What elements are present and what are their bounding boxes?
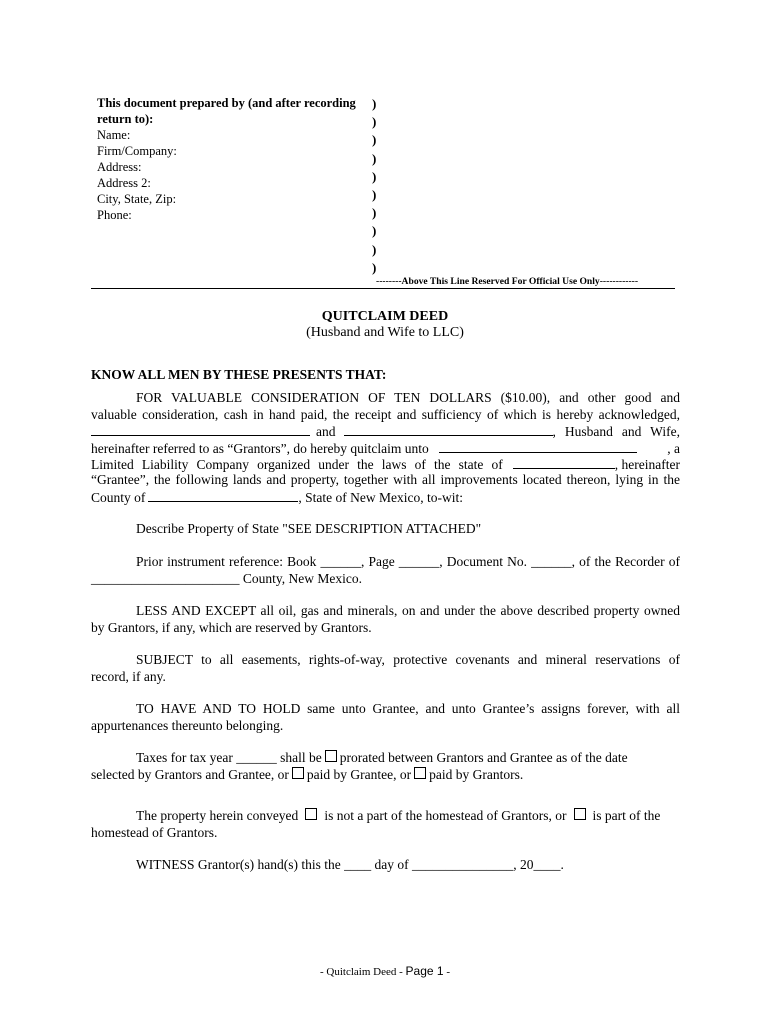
paren-column <box>372 95 384 277</box>
field-address: Address: <box>97 160 142 174</box>
homestead-line2: homestead of Grantors. <box>91 825 218 840</box>
husband-wife-text: , Husband and Wife, <box>552 424 680 439</box>
footer-left: - Quitclaim Deed - <box>320 966 406 978</box>
field-firm: Firm/Company: <box>97 144 177 158</box>
subject-line2: record, if any. <box>91 669 166 684</box>
grantee-row <box>91 440 680 457</box>
county-post-text: , State of New Mexico, to-wit: <box>298 490 463 505</box>
prorated-checkbox[interactable] <box>325 750 337 762</box>
paren: ) <box>372 259 377 275</box>
subject-line1: SUBJECT to all easements, rights-of-way, protective covenants and mineral reservations of <box>136 652 680 667</box>
grantee-line: “Grantee”, the following lands and property, together with all improvements located thereon, lying in the <box>91 472 680 487</box>
county-of-text: County of <box>91 490 146 505</box>
less-except-line1: LESS AND EXCEPT all oil, gas and minerals, on and under the above described property owned <box>136 603 680 618</box>
taxes-text-c: selected by Grantors and Grantee, or <box>91 767 289 782</box>
paren: ) <box>372 205 377 221</box>
grantor-names-row <box>91 423 680 440</box>
field-city-state-zip: City, State, Zip: <box>97 192 177 206</box>
taxes-row2 <box>91 767 680 783</box>
habendum-line2: appurtenances thereunto belonging. <box>91 718 284 733</box>
taxes-row1 <box>91 750 680 766</box>
county-blank[interactable] <box>148 489 298 502</box>
reserved-line-text: --------Above This Line Reserved For Official Use Only------------ <box>376 276 639 287</box>
paren: ) <box>372 223 377 239</box>
grantor1-blank[interactable] <box>91 423 310 436</box>
llc-text: Limited Liability Company organized under the laws of the state of <box>91 457 503 472</box>
prior-instrument-line1: Prior instrument reference: Book ______, Page ______, Document No. ______, of the Recorder of <box>136 554 680 569</box>
page-footer <box>0 964 770 978</box>
prepared-by-line1: This document prepared by (and after recording <box>97 96 356 110</box>
grantee-blank[interactable] <box>439 440 637 453</box>
county-row <box>91 489 680 506</box>
document-subtitle: (Husband and Wife to LLC) <box>306 325 464 340</box>
llc-row <box>91 456 680 473</box>
footer-right: - <box>443 966 450 978</box>
document-title: QUITCLAIM DEED <box>321 309 449 324</box>
paid-by-grantee-checkbox[interactable] <box>292 767 304 779</box>
paren: ) <box>372 241 377 257</box>
hereinafter-text: , hereinafter <box>614 457 680 472</box>
taxes-text-b: prorated between Grantors and Grantee as of the date <box>339 750 628 765</box>
paren: ) <box>372 114 377 130</box>
header-divider <box>91 288 675 289</box>
preparer-block <box>97 95 372 223</box>
homestead-text-b: is not a part of the homestead of Grantors, or <box>324 808 567 823</box>
taxes-text-d: paid by Grantee, or <box>306 767 412 782</box>
consideration-line2: valuable consideration, cash in hand paid, the receipt and sufficiency of which is hereby acknowledged, <box>91 407 680 422</box>
quitclaim-text: hereinafter referred to as “Grantors”, do hereby quitclaim unto <box>91 441 429 456</box>
consideration-line1: FOR VALUABLE CONSIDERATION OF TEN DOLLARS ($10.00), and other good and <box>136 390 680 405</box>
paren: ) <box>372 132 377 148</box>
is-homestead-checkbox[interactable] <box>574 808 586 820</box>
and-text: and <box>316 424 336 439</box>
paren: ) <box>372 168 377 184</box>
taxes-text-e: paid by Grantors. <box>429 767 524 782</box>
homestead-text-c: is part of the <box>592 808 661 823</box>
field-phone: Phone: <box>97 208 132 222</box>
paren: ) <box>372 187 377 203</box>
state-blank[interactable] <box>513 456 615 469</box>
taxes-text-a: Taxes for tax year ______ shall be <box>136 750 322 765</box>
witness-line: WITNESS Grantor(s) hand(s) this the ____ day of _______________, 20____. <box>136 857 564 872</box>
know-all-heading: KNOW ALL MEN BY THESE PRESENTS THAT: <box>91 367 387 382</box>
homestead-row1 <box>91 808 680 824</box>
prior-instrument-line2: ______________________ County, New Mexico. <box>91 571 362 586</box>
prepared-by-line2: return to): <box>97 112 154 126</box>
less-except-line2: by Grantors, if any, which are reserved by Grantors. <box>91 620 372 635</box>
paren: ) <box>372 96 377 111</box>
field-address2: Address 2: <box>97 176 151 190</box>
footer-page-number: Page 1 <box>405 964 444 978</box>
describe-property: Describe Property of State "SEE DESCRIPTION ATTACHED" <box>136 521 482 536</box>
not-homestead-checkbox[interactable] <box>305 808 317 820</box>
homestead-text-a: The property herein conveyed <box>136 808 299 823</box>
habendum-line1: TO HAVE AND TO HOLD same unto Grantee, and unto Grantee’s assigns forever, with all <box>136 701 680 716</box>
field-name: Name: <box>97 128 131 142</box>
a-text: , a <box>667 441 680 456</box>
paren: ) <box>372 150 377 166</box>
grantor2-blank[interactable] <box>344 423 553 436</box>
paid-by-grantors-checkbox[interactable] <box>414 767 426 779</box>
